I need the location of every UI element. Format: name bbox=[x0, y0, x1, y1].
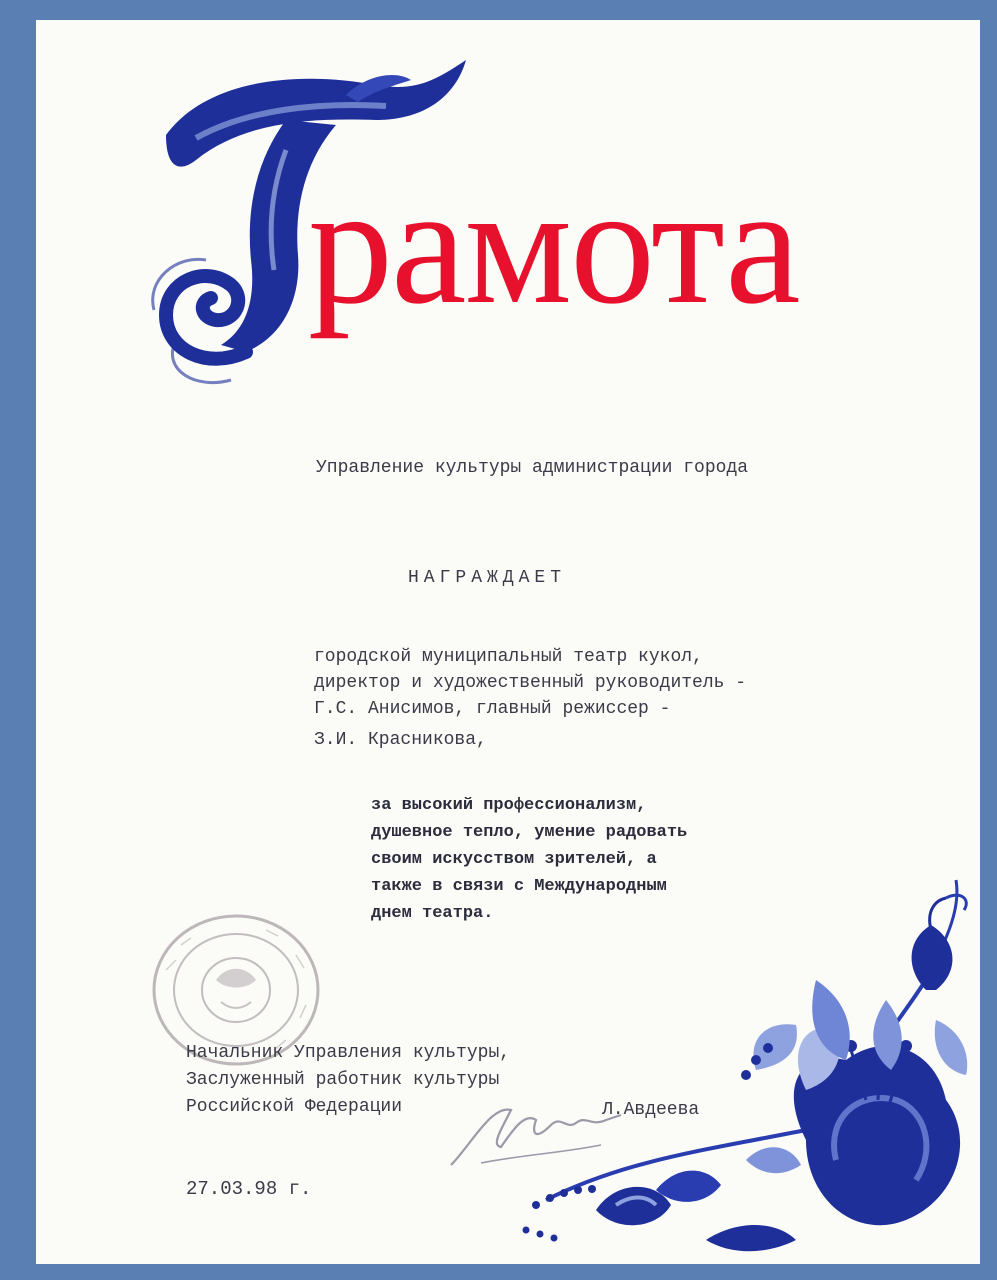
certificate-title: рамота bbox=[308, 151, 799, 339]
awards-heading: НАГРАЖДАЕТ bbox=[408, 568, 567, 588]
signer-line: Заслуженный работник культуры bbox=[186, 1070, 500, 1090]
recipient-last-line: З.И. Красникова, bbox=[314, 730, 487, 750]
issuer-line: Управление культуры администрации города bbox=[316, 458, 749, 478]
gzhel-floral-ornament-icon bbox=[506, 860, 980, 1264]
signer-name: Л.Авдеева bbox=[602, 1100, 700, 1120]
recipient-block bbox=[314, 644, 746, 722]
signer-line: Российской Федерации bbox=[186, 1097, 403, 1117]
recipient-line: городской муниципальный театр кукол, bbox=[314, 647, 703, 667]
document-date: 27.03.98 г. bbox=[186, 1178, 312, 1200]
reason-line: за высокий профессионализм, bbox=[371, 796, 647, 815]
recipient-line: директор и художественный руководитель - bbox=[314, 673, 747, 693]
certificate-sheet bbox=[36, 20, 980, 1264]
reason-line: днем театра. bbox=[371, 904, 494, 923]
recipient-line: Г.С. Анисимов, главный режиссер - bbox=[314, 699, 671, 719]
reason-line: также в связи с Международным bbox=[371, 877, 667, 896]
signer-line: Начальник Управления культуры, bbox=[186, 1043, 511, 1063]
reason-line: душевное тепло, умение радовать bbox=[371, 823, 688, 842]
reason-line: своим искусством зрителей, а bbox=[371, 850, 657, 869]
